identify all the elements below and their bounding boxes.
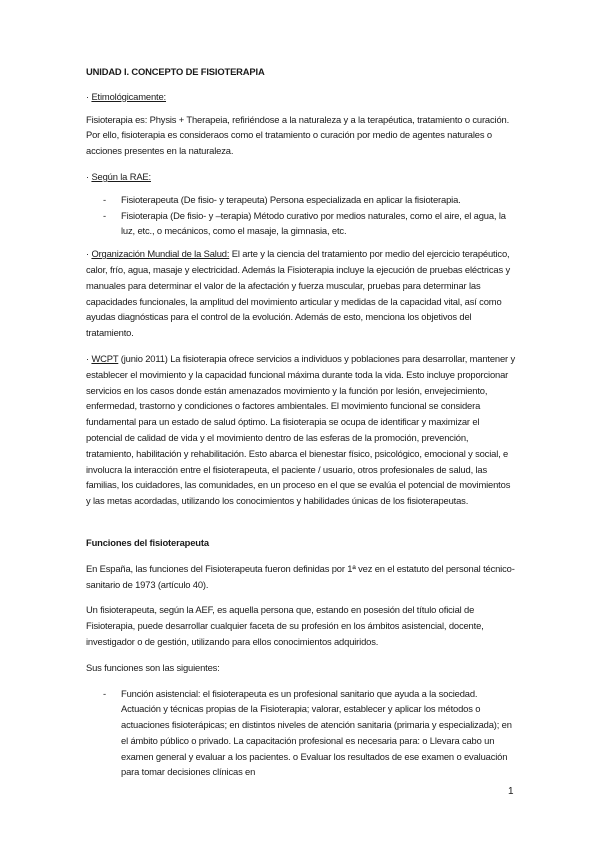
dash-bullet: -: [103, 193, 106, 205]
list-item: - Función asistencial: el fisioterapeuta es un profesional sanitario que ayuda a la sociedad. Actuación y técnicas propias de la Fisioterapia; valorar, establecer y aplicar los métodos o actuaciones fisioterápicas; en distintos niveles de atención sanitaria (primaria y especializada); en el ámbito público o privado. La capacitación profesional es necesaria para: o Llevara cabo un examen general y evaluar a los pacientes. o Evaluar los resultados de ese examen o evaluación para tomar decisiones clínicas en: [103, 687, 512, 778]
page-title: UNIDAD I. CONCEPTO DE FISIOTERAPIA: [86, 66, 265, 77]
wcpt-heading: WCPT: [91, 352, 119, 364]
oms-heading: Organización Mundial de la Salud:: [91, 248, 230, 260]
funciones-heading: Funciones del fisioterapeuta: [86, 536, 209, 548]
rae-list: [86, 192, 516, 239]
etimologia-heading: · Etimológicamente:: [86, 90, 167, 102]
list-item: - Fisioterapia (De fisio- y –terapia) Método curativo por medios naturales, como el aire, el agua, la luz, etc., o mecánicos, como el masaje, la gimnasia, etc.: [103, 209, 506, 237]
dash-bullet: -: [103, 687, 106, 699]
page-number: 1: [508, 786, 514, 797]
rae-heading: · Según la RAE:: [86, 170, 151, 182]
funciones-list: [86, 686, 516, 781]
funciones-paragraph-1: En España, las funciones del Fisioterapeuta fueron definidas por 1ª vez en el estatuto del personal técnico-sanitario de 1973 (artículo 40).: [86, 562, 515, 590]
funciones-paragraph-2: Un fisioterapeuta, según la AEF, es aquella persona que, estando en posesión del título oficial de Fisioterapia, puede desarrollar cualquier faceta de su profesión en los ámbitos asistencial, docente, investigador o de gestión, utilizando para ellos conocimientos adquiridos.: [86, 604, 484, 647]
oms-paragraph: · Organización Mundial de la Salud: El arte y la ciencia del tratamiento por medio del ejercicio terapéutico, calor, frío, agua, masaje y electricidad. Además la Fisioterapia incluye la ejecución de pruebas eléctricas y manuales para determinar el valor de la afectación y fuerza muscular, pruebas para determinar las capacidades funcionales, la amplitud del movimiento articular y medidas de la capacidad vital, así como ayudas diagnósticas para el control de la evolución. Además de esto, menciona los objetivos del tratamiento.: [86, 248, 510, 339]
list-item: - Fisioterapeuta (De fisio- y terapeuta) Persona especializada en aplicar la fisioterapia.: [86, 192, 516, 208]
etimologia-paragraph: Fisioterapia es: Physis + Therapeia, refiriéndose a la naturaleza y a la terapéutica, tratamiento o curación. Por ello, fisioterapia es consideraos como el tratamiento o curación por medio de agentes naturales o acciones presentes en la naturaleza.: [86, 113, 510, 157]
funciones-paragraph-3: Sus funciones son las siguientes:: [86, 661, 220, 673]
page-content: [86, 64, 516, 787]
dash-bullet: -: [103, 209, 106, 221]
wcpt-paragraph: · WCPT (junio 2011) La fisioterapia ofrece servicios a individuos y poblaciones para desarrollar, mantener y establecer el movimiento y la capacidad funcional máxima durante toda la vida. Esto incluye proporcionar servicios en los casos donde están amenazados movimiento y la función por lesión, envejecimiento, enfermedad, trastorno y condiciones o factores ambientales. El movimiento funcional se considera fundamental para un estado de salud óptimo. La fisioterapia se ocupa de identificar y maximizar el potencial de calidad de vida y el movimiento dentro de las esferas de la promoción, prevención, tratamiento, habilitación y rehabilitación. Esto abarca el bienestar físico, psicológico, emocional y social, e involucra la interacción entre el fisioterapeuta, el paciente / usuario, otros profesionales de salud, las familias, los cuidadores, las comunidades, en un proceso en el que se evalúa el potencial de movimientos y las metas acordadas, utilizando los conocimientos y habilidades únicas de los fisioterapeutas.: [86, 352, 516, 507]
